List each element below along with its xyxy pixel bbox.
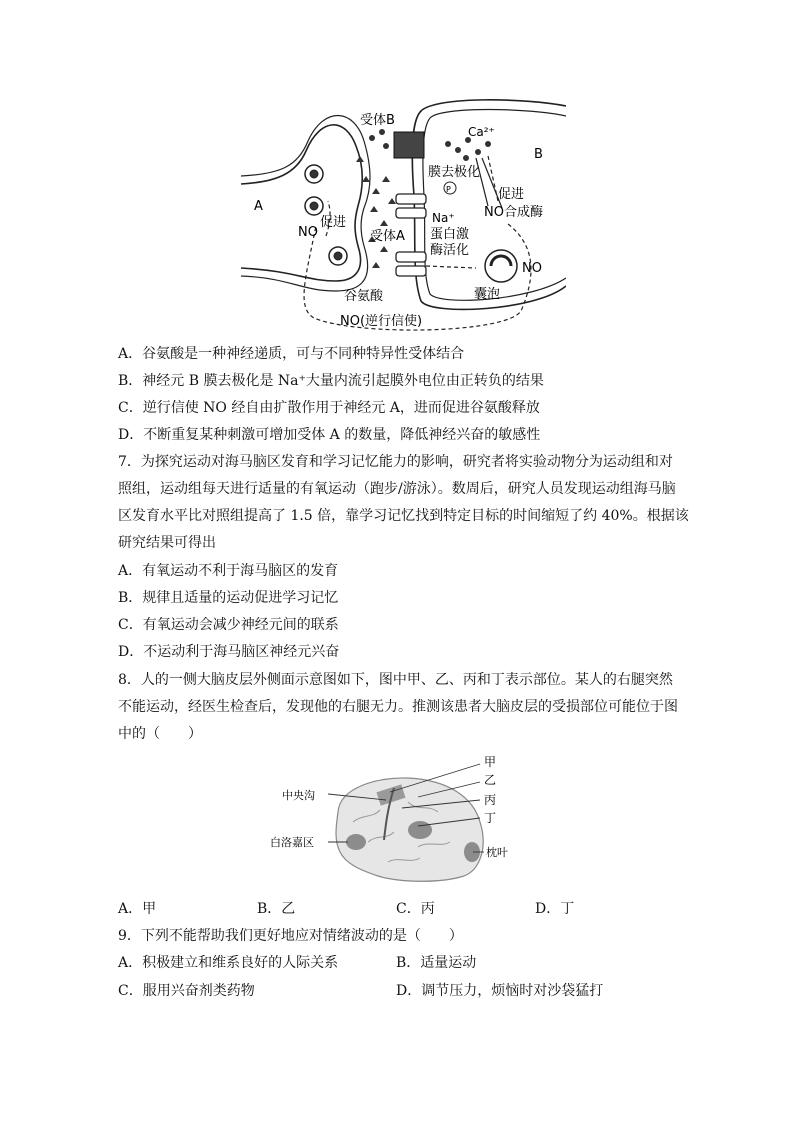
label-occipital: 枕叶: [486, 846, 508, 859]
label-p: P: [446, 185, 451, 194]
label-receptor-b: 受体B: [360, 113, 395, 128]
q6-option-a: A．谷氨酸是一种神经递质，可与不同种特异性受体结合: [118, 346, 465, 362]
label-vesicle: 囊泡: [474, 287, 501, 302]
q9-stem: 9．下列不能帮助我们更好地应对情绪波动的是（ ）: [118, 928, 463, 944]
label-na: Na⁺: [432, 211, 455, 225]
q7-stem-line-1: 7．为探究运动对海马脑区发育和学习记忆能力的影响，研究者将实验动物分为运动组和对: [118, 454, 673, 470]
synapse-diagram: [236, 96, 566, 336]
region-ding: [408, 821, 432, 839]
label-protein-kinase-2: 酶活化: [430, 243, 470, 258]
q8-stem-line-3: 中的（ ）: [118, 726, 202, 742]
label-bing: 丙: [484, 793, 497, 807]
label-no-right: NO: [522, 261, 542, 276]
q8-stem-line-2: 不能运动，经医生检查后，发现他的右腿无力。推测该患者大脑皮层的受损部位可能位于图: [118, 699, 678, 715]
q7-stem-line-2: 照组，运动组每天进行适量的有氧运动（跑步/游泳）。数周后，研究人员发现运动组海马脑: [118, 481, 676, 497]
q9-option-a: A．积极建立和维系良好的人际关系: [118, 955, 339, 971]
q9-option-b: B．适量运动: [396, 955, 477, 971]
label-protein-kinase-1: 蛋白激: [430, 227, 470, 242]
label-a: A: [254, 199, 263, 214]
q8-option-a: A．甲: [118, 901, 157, 917]
q8-option-c: C．丙: [396, 901, 435, 917]
q6-option-d: D．不断重复某种刺激可增加受体 A 的数量，降低神经兴奋的敏感性: [118, 427, 541, 443]
label-ding: 丁: [484, 811, 497, 825]
label-promote-left: 促进: [320, 215, 347, 230]
label-central-sulcus: 中央沟: [282, 789, 315, 802]
q7-option-d: D．不运动利于海马脑区神经元兴奋: [118, 644, 340, 660]
label-no-synthase: NO合成酶: [484, 205, 543, 220]
label-jia: 甲: [484, 755, 497, 769]
q7-option-b: B．规律且适量的运动促进学习记忆: [118, 590, 339, 606]
q6-option-c: C．逆行信使 NO 经自由扩散作用于神经元 A，进而促进谷氨酸释放: [118, 400, 540, 416]
label-no-left: NO: [298, 225, 318, 240]
q8-stem-line-1: 8．人的一侧大脑皮层外侧面示意图如下，图中甲、乙、丙和丁表示部位。某人的右腿突然: [118, 672, 673, 688]
q7-stem-line-3: 区发育水平比对照组提高了 1.5 倍，靠学习记忆找到特定目标的时间缩短了约 40%。根据该: [118, 508, 689, 524]
label-glutamate: 谷氨酸: [344, 289, 384, 304]
brain-diagram: [268, 752, 532, 894]
receptor-b-block: [394, 132, 424, 158]
region-broca: [346, 834, 366, 850]
label-receptor-a: 受体A: [370, 229, 405, 244]
q7-option-a: A．有氧运动不利于海马脑区的发育: [118, 563, 339, 579]
q7-option-c: C．有氧运动会减少神经元间的联系: [118, 617, 339, 633]
q6-option-b: B．神经元 B 膜去极化是 Na⁺大量内流引起膜外电位由正转负的结果: [118, 373, 544, 389]
label-retrograde: NO(逆行信使): [340, 314, 423, 329]
label-depolarization: 膜去极化: [428, 165, 481, 180]
vesicle-b-inner: [491, 256, 511, 266]
label-ca: Ca²⁺: [468, 125, 495, 139]
arrows: [304, 156, 531, 330]
q8-option-d: D．丁: [535, 901, 575, 917]
q9-option-d: D．调节压力，烦恼时对沙袋猛打: [396, 983, 604, 999]
label-promote-right: 促进: [498, 187, 525, 202]
q8-option-b: B．乙: [257, 901, 296, 917]
q9-option-c: C．服用兴奋剂类药物: [118, 983, 255, 999]
label-yi: 乙: [484, 773, 497, 787]
q7-stem-line-4: 研究结果可得出: [118, 535, 216, 551]
label-broca: 白洛嘉区: [270, 836, 314, 849]
label-b: B: [534, 147, 543, 162]
